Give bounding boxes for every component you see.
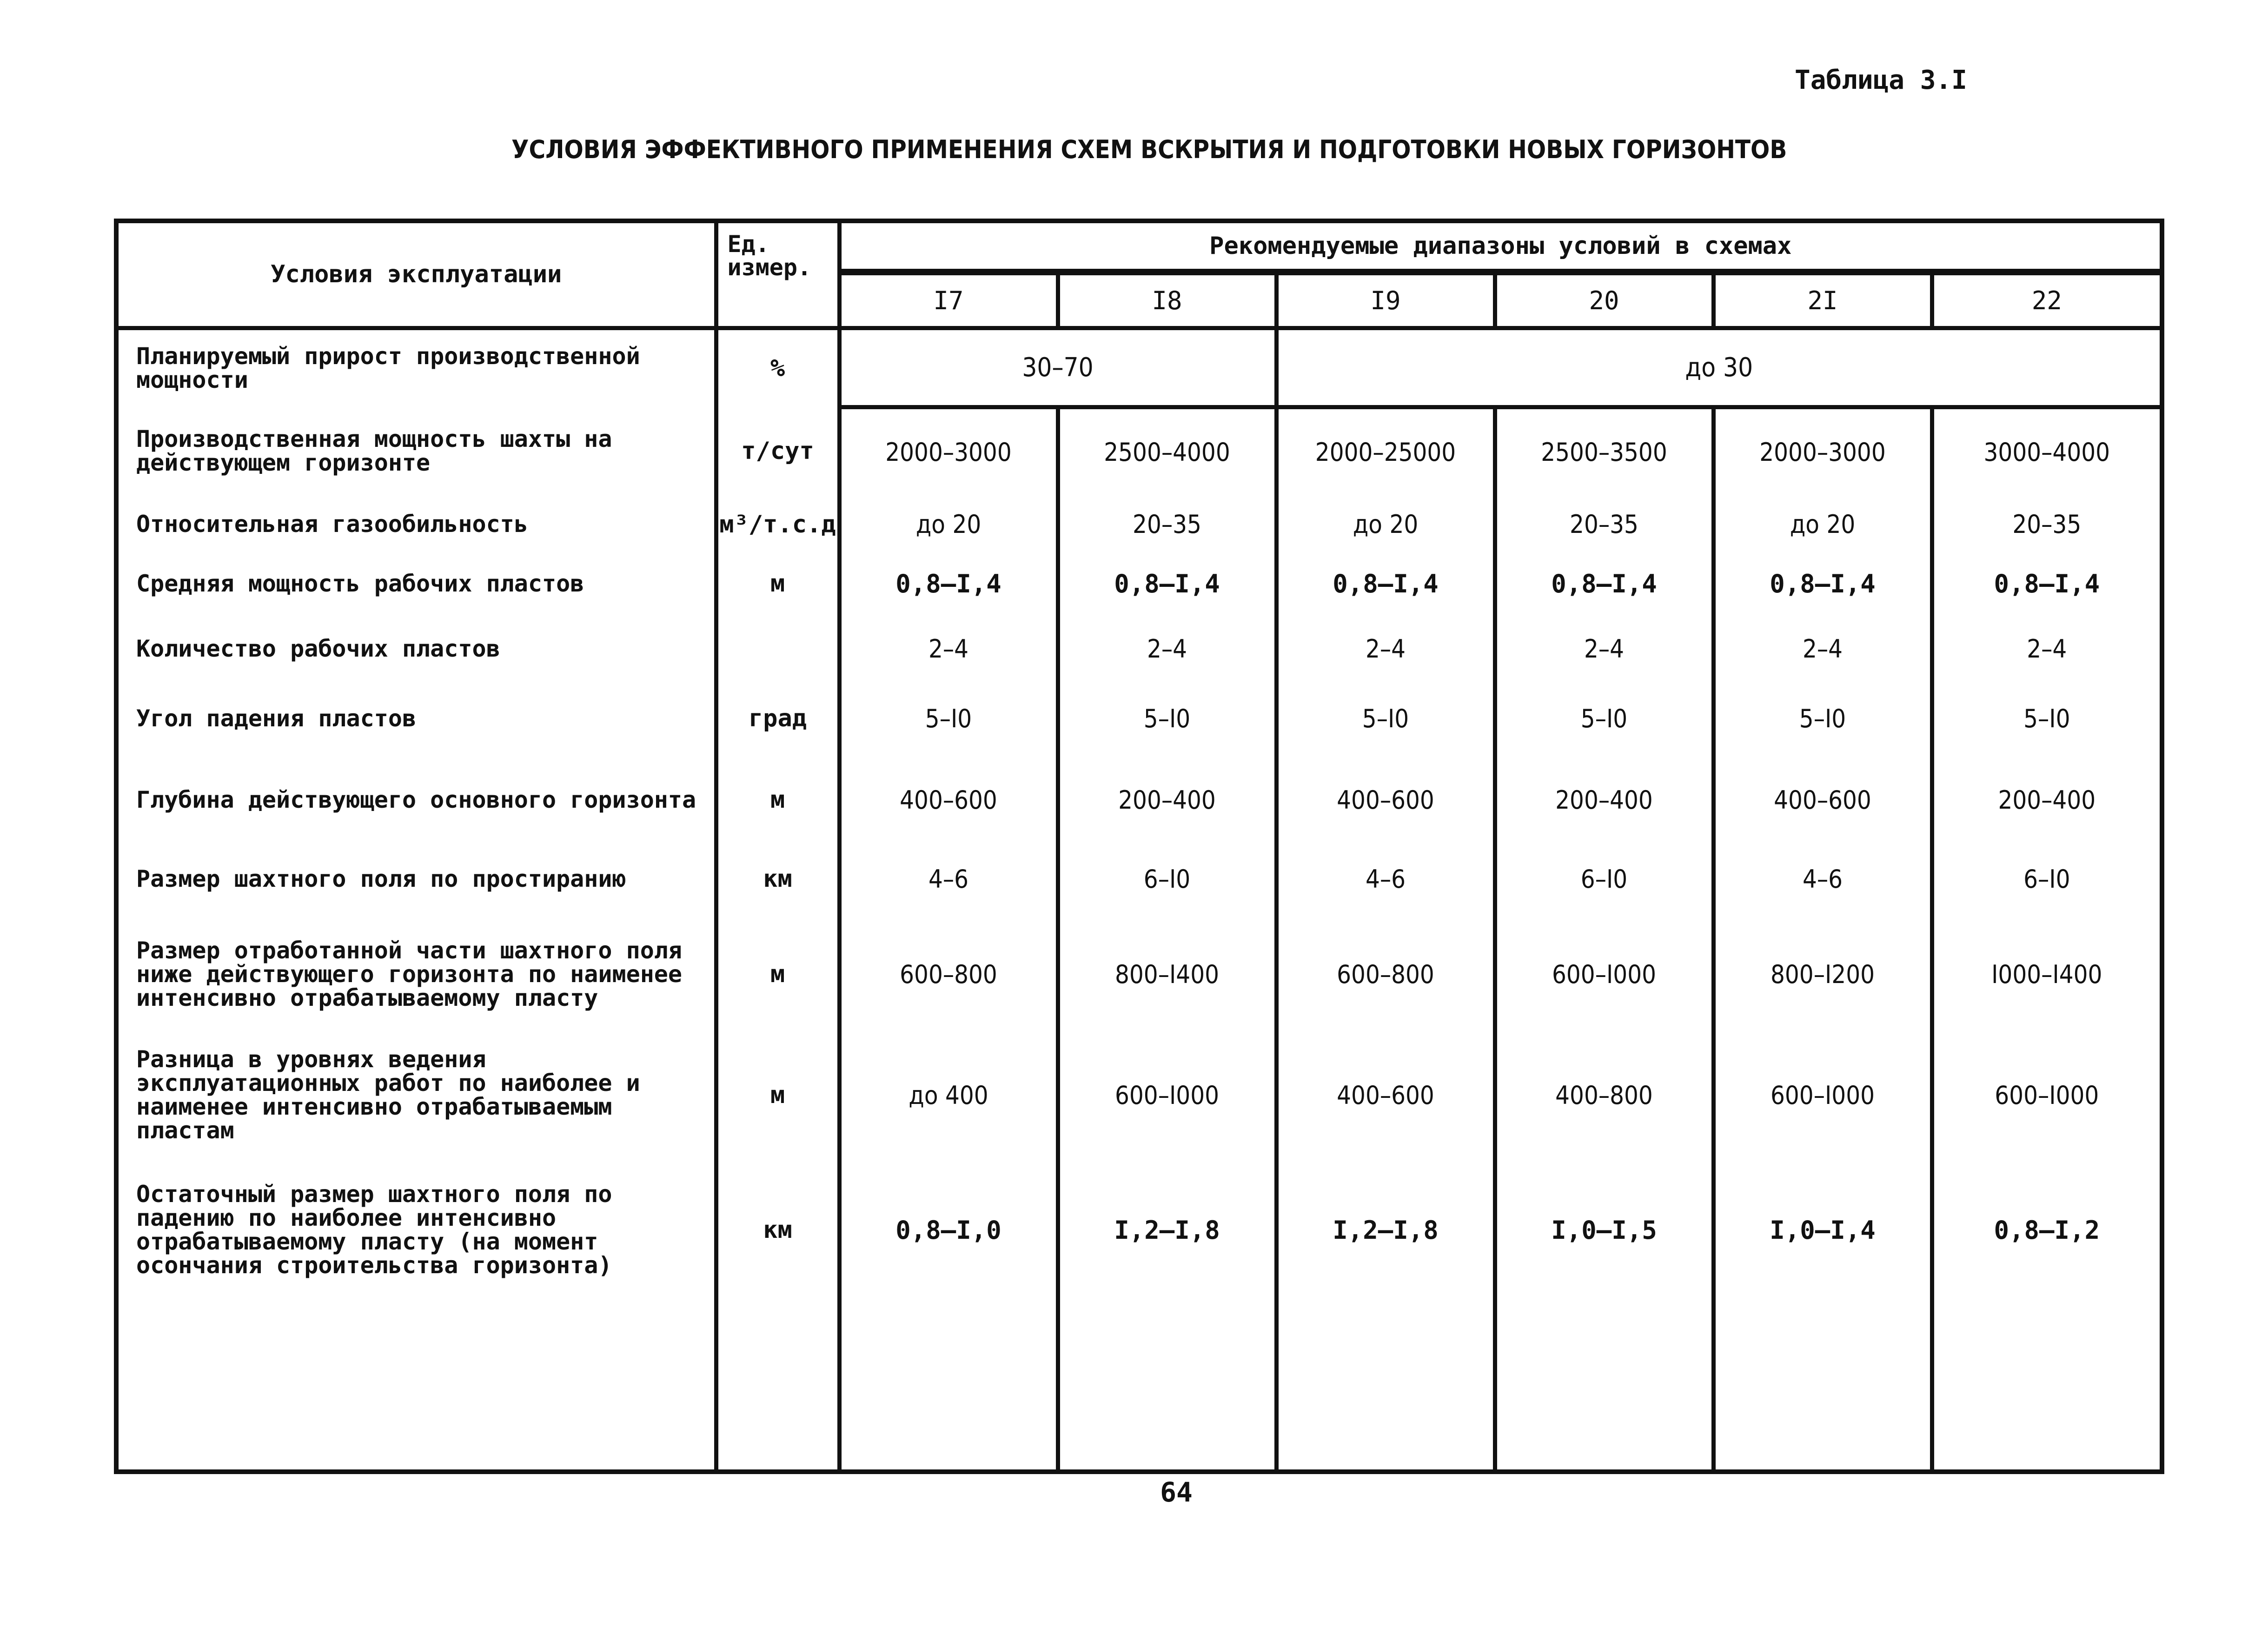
unit-cell: м (716, 753, 839, 846)
value-cell: 2000–3000 (1713, 407, 1932, 495)
value-cell: до 20 (839, 495, 1058, 553)
unit-cell (716, 614, 839, 684)
value-cell: 4–6 (839, 846, 1058, 911)
value-cell: 0,8–I,4 (1932, 553, 2162, 614)
value-cell: 600–I000 (1932, 1037, 2162, 1153)
value-cell: 3000–4000 (1932, 407, 2162, 495)
header-scheme: I9 (1276, 272, 1495, 328)
table-row (116, 328, 2162, 407)
unit-cell: км (716, 846, 839, 911)
table-row (116, 495, 2162, 553)
value-cell: 400–600 (1713, 753, 1932, 846)
value-cell: 20–35 (1932, 495, 2162, 553)
page-number: 64 (1160, 1476, 1193, 1508)
condition-cell: Остаточный размер шахтного поля по падению по наиболее интенсивно отрабатываемому пласту (на момент осончания строительства горизонта) (116, 1153, 716, 1307)
value-cell: I,2–I,8 (1058, 1153, 1276, 1307)
unit-cell: % (716, 328, 839, 407)
header-unit: Ед. измер. (716, 221, 839, 328)
unit-cell: град (716, 684, 839, 753)
value-cell: 800–I400 (1058, 911, 1276, 1037)
value-cell: 2500–3500 (1495, 407, 1713, 495)
table-row (116, 753, 2162, 846)
value-cell: 4–6 (1713, 846, 1932, 911)
value-cell: 2–4 (1932, 614, 2162, 684)
condition-cell: Глубина действующего основного горизонта (116, 753, 716, 846)
condition-cell: Размер отработанной части шахтного поля ниже действующего горизонта по наименее интенсивно отрабатываемому пласту (116, 911, 716, 1037)
condition-cell: Производственная мощность шахты на действующем горизонте (116, 407, 716, 495)
unit-cell: м (716, 911, 839, 1037)
value-cell: 600–800 (839, 911, 1058, 1037)
value-cell: 600–800 (1276, 911, 1495, 1037)
value-cell: 6–I0 (1495, 846, 1713, 911)
table-row (116, 614, 2162, 684)
condition-cell: Количество рабочих пластов (116, 614, 716, 684)
table-row-empty (116, 1307, 2162, 1472)
value-cell: 400–600 (1276, 753, 1495, 846)
table-row (116, 911, 2162, 1037)
value-cell: 6–I0 (1058, 846, 1276, 911)
condition-cell: Угол падения пластов (116, 684, 716, 753)
value-cell: 600–I000 (1495, 911, 1713, 1037)
conditions-table (114, 219, 2164, 1474)
value-cell: 2500–4000 (1058, 407, 1276, 495)
value-cell: 200–400 (1495, 753, 1713, 846)
value-cell: 400–600 (839, 753, 1058, 846)
value-cell: 0,8–I,4 (1058, 553, 1276, 614)
header-scheme: I7 (839, 272, 1058, 328)
value-cell: I,0–I,5 (1495, 1153, 1713, 1307)
value-cell: 2–4 (1495, 614, 1713, 684)
value-cell: I,0–I,4 (1713, 1153, 1932, 1307)
header-row-1 (116, 221, 2162, 272)
condition-cell: Относительная газообильность (116, 495, 716, 553)
value-cell: 5–I0 (1495, 684, 1713, 753)
condition-cell: Средняя мощность рабочих пластов (116, 553, 716, 614)
value-cell: 2000–25000 (1276, 407, 1495, 495)
value-cell: 200–400 (1932, 753, 2162, 846)
value-cell: 0,8–I,4 (1276, 553, 1495, 614)
header-conditions: Условия эксплуатации (116, 221, 716, 328)
value-cell: 20–35 (1495, 495, 1713, 553)
table-row (116, 1153, 2162, 1307)
value-cell: 5–I0 (1276, 684, 1495, 753)
value-cell: 0,8–I,4 (839, 553, 1058, 614)
value-cell: 4–6 (1276, 846, 1495, 911)
condition-cell: Разница в уровнях ведения эксплуатационных работ по наиболее и наименее интенсивно отрабатываемым пластам (116, 1037, 716, 1153)
condition-cell: Размер шахтного поля по простиранию (116, 846, 716, 911)
value-cell: до 20 (1713, 495, 1932, 553)
table-label: Таблица 3.I (1795, 65, 1967, 95)
value-cell: 2–4 (1713, 614, 1932, 684)
unit-cell: м (716, 553, 839, 614)
value-cell: 0,8–I,0 (839, 1153, 1058, 1307)
value-cell: 2–4 (839, 614, 1058, 684)
value-cell: 2–4 (1058, 614, 1276, 684)
value-cell: 6–I0 (1932, 846, 2162, 911)
value-cell: 2–4 (1276, 614, 1495, 684)
table-row (116, 407, 2162, 495)
value-cell: до 20 (1276, 495, 1495, 553)
unit-cell: т/сут (716, 407, 839, 495)
unit-cell: км (716, 1153, 839, 1307)
condition-cell: Планируемый прирост производственной мощности (116, 328, 716, 407)
value-span-cell: до 30 (1276, 328, 2162, 407)
value-cell: до 400 (839, 1037, 1058, 1153)
unit-cell: м (716, 1037, 839, 1153)
value-span-cell: 30–70 (839, 328, 1276, 407)
value-cell: I000–I400 (1932, 911, 2162, 1037)
value-cell: 20–35 (1058, 495, 1276, 553)
value-cell: I,2–I,8 (1276, 1153, 1495, 1307)
header-group: Рекомендуемые диапазоны условий в схемах (839, 221, 2162, 272)
header-scheme: I8 (1058, 272, 1276, 328)
page-title: УСЛОВИЯ ЭФФЕКТИВНОГО ПРИМЕНЕНИЯ СХЕМ ВСКРЫТИЯ И ПОДГОТОВКИ НОВЫХ ГОРИЗОНТОВ (511, 135, 1787, 164)
value-cell: 5–I0 (839, 684, 1058, 753)
value-cell: 200–400 (1058, 753, 1276, 846)
value-cell: 5–I0 (1058, 684, 1276, 753)
value-cell: 0,8–I,4 (1713, 553, 1932, 614)
value-cell: 800–I200 (1713, 911, 1932, 1037)
value-cell: 0,8–I,2 (1932, 1153, 2162, 1307)
table-row (116, 684, 2162, 753)
value-cell: 0,8–I,4 (1495, 553, 1713, 614)
value-cell: 5–I0 (1713, 684, 1932, 753)
value-cell: 600–I000 (1713, 1037, 1932, 1153)
value-cell: 600–I000 (1058, 1037, 1276, 1153)
value-cell: 400–600 (1276, 1037, 1495, 1153)
table-row (116, 846, 2162, 911)
unit-cell: м³/т.с.д (716, 495, 839, 553)
header-scheme: 2I (1713, 272, 1932, 328)
table-row (116, 1037, 2162, 1153)
header-scheme: 22 (1932, 272, 2162, 328)
value-cell: 400–800 (1495, 1037, 1713, 1153)
value-cell: 5–I0 (1932, 684, 2162, 753)
header-scheme: 20 (1495, 272, 1713, 328)
table-row (116, 553, 2162, 614)
value-cell: 2000–3000 (839, 407, 1058, 495)
